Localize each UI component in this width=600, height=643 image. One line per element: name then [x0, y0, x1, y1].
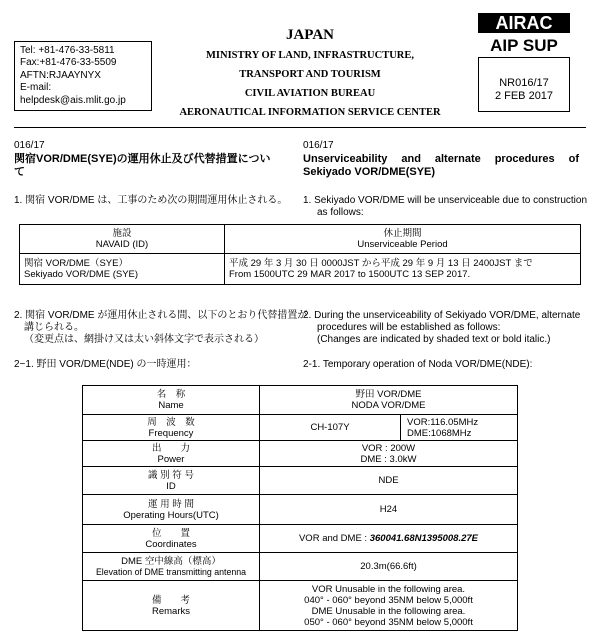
en-title-1: Unserviceability and alternate procedures of — [303, 153, 579, 165]
header-period — [225, 225, 581, 254]
label-name-en: Name — [158, 400, 184, 411]
en-para-1b: as follows: — [317, 207, 364, 218]
value-id: NDE — [260, 467, 518, 495]
label-remarks-en: Remarks — [151, 605, 190, 617]
cell-navaid-jp: 関宿 VOR/DME（SYE） — [24, 258, 128, 269]
label-id-jp: 識 別 符 号 — [148, 469, 194, 481]
en-para-1a: 1. Sekiyado VOR/DME will be unserviceable due to construction — [303, 195, 588, 206]
value-hours: H24 — [260, 495, 518, 525]
label-name-jp: 名 称 — [156, 389, 186, 400]
table-row — [83, 581, 518, 631]
table-row — [83, 467, 518, 495]
cell-navaid-en: Sekiyado VOR/DME (SYE) — [24, 269, 139, 280]
contact-tel: Tel: +81-476-33-5811 — [20, 45, 115, 56]
value-name-jp: 野田 VOR/DME — [355, 389, 422, 400]
contact-aftn: AFTN:RJAAYNYX — [20, 69, 101, 81]
label-elevation-jp: DME 空中線高（標高） — [121, 555, 221, 567]
en-para-2b: procedures will be established as follows: — [317, 322, 501, 333]
table-row — [83, 525, 518, 553]
label-coordinates — [83, 525, 260, 553]
remarks-line-2: 040° - 060° beyond 35NM below 5,000ft — [304, 594, 473, 606]
sup-date: 2 FEB 2017 — [494, 90, 554, 102]
label-frequency — [83, 415, 260, 441]
table-row — [83, 441, 518, 467]
airac-badge: AIRAC — [478, 13, 570, 33]
cell-period — [225, 254, 581, 285]
label-frequency-jp: 周 波 数 — [147, 416, 195, 428]
label-remarks — [83, 581, 260, 631]
value-power — [260, 441, 518, 467]
contact-fax: Fax:+81-476-33-5509 — [20, 57, 117, 69]
remarks-line-1: VOR Unusable in the following area. — [311, 583, 466, 595]
header-divider — [14, 127, 586, 128]
contact-email-label: E-mail: — [20, 82, 52, 94]
label-elevation — [83, 553, 260, 581]
jp-para-2a: 2. 関宿 VOR/DME が運用休止される間、以下のとおり代替措置が — [14, 310, 308, 321]
header-navaid — [20, 225, 225, 254]
remarks-line-3: DME Unusable in the following area. — [311, 605, 466, 617]
header-ministry-1: MINISTRY OF LAND, INFRASTRUCTURE, — [206, 50, 414, 61]
remarks-line-4: 050° - 060° beyond 35NM below 5,000ft — [304, 616, 473, 628]
label-coordinates-jp: 位 置 — [151, 527, 190, 539]
label-frequency-en: Frequency — [148, 427, 194, 439]
cell-period-jp: 平成 29 年 3 月 30 日 0000JST から平成 29 年 9 月 13 日 2400JST まで — [229, 258, 533, 269]
header-period-jp: 休止期間 — [383, 228, 422, 239]
cell-navaid — [20, 254, 225, 285]
cell-period-en: From 1500UTC 29 MAR 2017 to 1500UTC 13 SEP 2017. — [229, 269, 471, 280]
label-id — [83, 467, 260, 495]
header-navaid-en: NAVAID (ID) — [95, 239, 149, 250]
noda-vordme-table — [82, 385, 518, 631]
en-para-2c: (Changes are indicated by shaded text or bold italic.) — [317, 334, 551, 345]
header-navaid-jp: 施設 — [112, 228, 132, 239]
en-para-2a: 2. During the unserviceability of Sekiyado VOR/DME, alternate — [303, 310, 581, 321]
label-hours-en: Operating Hours(UTC) — [123, 509, 219, 521]
value-channel: CH-107Y — [260, 415, 401, 441]
label-remarks-jp: 備 考 — [151, 594, 190, 606]
label-id-en: ID — [166, 480, 176, 492]
label-power-jp: 出 力 — [151, 442, 190, 454]
value-name-en: NODA VOR/DME — [351, 400, 426, 411]
jp-para-2b: 講じられる。 — [24, 322, 84, 333]
reference-box — [478, 57, 570, 112]
jp-number: 016/17 — [14, 140, 45, 151]
value-coordinates — [260, 525, 518, 553]
label-elevation-en: Elevation of DME transmitting antenna — [95, 566, 247, 577]
jp-para-2c: （変更点は、網掛け又は太い斜体文字で表示される） — [24, 334, 264, 345]
unserviceable-period-table — [19, 224, 581, 285]
value-frequency — [401, 415, 518, 441]
label-hours-jp: 運 用 時 間 — [148, 498, 194, 510]
table-row — [83, 386, 518, 415]
label-coordinates-en: Coordinates — [145, 538, 197, 550]
header-period-en: Unserviceable Period — [357, 239, 448, 250]
jp-title-1: 関宿VOR/DME(SYE)の運用休止及び代替措置につい — [14, 153, 271, 165]
value-elevation: 20.3m(66.6ft) — [260, 553, 518, 581]
en-para-3: 2-1. Temporary operation of Noda VOR/DME(NDE): — [303, 359, 533, 370]
en-title-2: Sekiyado VOR/DME(SYE) — [303, 166, 436, 178]
table-row — [20, 225, 581, 254]
contact-box — [14, 41, 152, 111]
label-hours — [83, 495, 260, 525]
value-remarks — [260, 581, 518, 631]
table-row — [20, 254, 581, 285]
en-number: 016/17 — [303, 140, 334, 151]
table-row — [83, 553, 518, 581]
sup-number: NR016/17 — [499, 77, 549, 89]
jp-para-3: 2−1. 野田 VOR/DME(NDE) の一時運用： — [14, 359, 197, 370]
jp-title-2: て — [14, 166, 25, 178]
table-row — [83, 495, 518, 525]
header-country: JAPAN — [285, 27, 335, 43]
label-name — [83, 386, 260, 415]
label-power — [83, 441, 260, 467]
table-row — [83, 415, 518, 441]
value-name — [260, 386, 518, 415]
header-ministry-2: TRANSPORT AND TOURISM — [239, 69, 381, 80]
aip-sup-label: AIP SUP — [490, 36, 558, 55]
header-center: AERONAUTICAL INFORMATION SERVICE CENTER — [179, 107, 441, 118]
jp-para-1: 1. 関宿 VOR/DME は、工事のため次の期間運用休止される。 — [14, 195, 288, 206]
value-frequency-vor: VOR:116.05MHz — [407, 416, 479, 428]
coordinates-value: 360041.68N1395008.27E — [369, 533, 479, 544]
value-power-vor: VOR : 200W — [361, 442, 416, 454]
value-frequency-dme: DME:1068MHz — [407, 427, 472, 439]
value-power-dme: DME : 3.0kW — [360, 453, 417, 465]
contact-email[interactable]: helpdesk@ais.mlit.go.jp — [20, 94, 126, 106]
label-power-en: Power — [157, 453, 185, 465]
header-bureau: CIVIL AVIATION BUREAU — [244, 88, 376, 99]
coordinates-prefix: VOR and DME : — [298, 533, 370, 544]
